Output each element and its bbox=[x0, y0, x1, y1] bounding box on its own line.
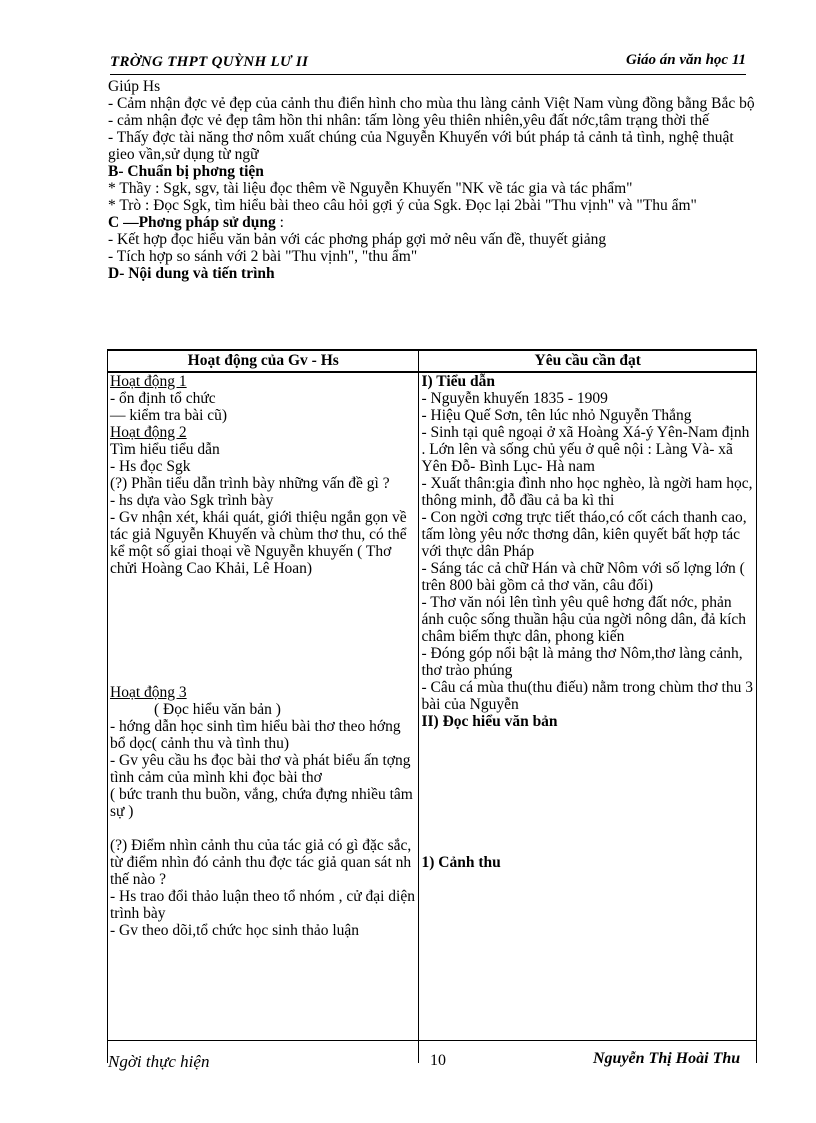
requirement-line: - Nguyễn khuyến 1835 - 1909 bbox=[421, 390, 608, 407]
activity-line: Tìm hiểu tiểu dẫn bbox=[110, 441, 220, 458]
school-name: TRỜNG THPT QUỲNH LƯ II bbox=[110, 54, 309, 70]
activity-line: ( bức tranh thu buồn, vắng, chứa đựng nhiều tâm sự ) bbox=[110, 786, 413, 820]
activity-line: - Gv theo dõi,tổ chức học sinh thảo luận bbox=[110, 922, 360, 939]
section-c-heading-suffix: : bbox=[275, 214, 284, 231]
activity-line: - Gv yêu cầu hs đọc bài thơ và phát biểu ấn tợng tình cảm của mình khi đọc bài thơ bbox=[110, 752, 411, 786]
requirement-line: - Thơ văn nói lên tình yêu quê hơng đất nớc, phản ánh cuộc sống thuần hậu của ngời nông dân, đả kích châm biếm thực dân, phong kiến bbox=[421, 594, 747, 645]
intro-line: Giúp Hs bbox=[108, 78, 161, 95]
activity-line: — kiểm tra bài cũ) bbox=[110, 407, 228, 424]
activity-line: - Hs đọc Sgk bbox=[110, 458, 191, 475]
section-heading-tieu-dan: I) Tiểu dẫn bbox=[421, 373, 495, 390]
section-c-item: - Kết hợp đọc hiểu văn bản với các phơng pháp gợi mở nêu vấn đề, thuyết giảng bbox=[108, 231, 607, 248]
activity-3-subtitle: ( Đọc hiểu văn bản ) bbox=[154, 701, 281, 718]
section-c-heading-line bbox=[108, 214, 763, 231]
requirement-line: - Con ngời cơng trực tiết tháo,có cốt cách thanh cao, tấm lòng yêu nớc thơng dân, kiên quyết bất hợp tác với thực dân Pháp bbox=[421, 509, 747, 560]
col-header-activities: Hoạt động của Gv - Hs bbox=[108, 350, 419, 372]
intro-block bbox=[108, 78, 763, 282]
activities-cell bbox=[108, 372, 419, 1063]
activity-2-title: Hoạt động 2 bbox=[110, 424, 187, 441]
requirement-line: - Câu cá mùa thu(thu điếu) nằm trong chùm thơ thu 3 bài của Nguyễn bbox=[421, 679, 753, 713]
section-heading-doc-hieu: II) Đọc hiểu văn bản bbox=[421, 713, 558, 730]
document-title: Giáo án văn học 11 bbox=[625, 52, 746, 68]
section-d-heading: D- Nội dung và tiến trình bbox=[108, 265, 275, 282]
footer-divider bbox=[107, 1040, 757, 1041]
requirement-line: - Hiệu Quế Sơn, tên lúc nhỏ Nguyễn Thắng bbox=[421, 407, 692, 424]
requirement-line: - Đóng góp nổi bật là mảng thơ Nôm,thơ làng cảnh, thơ trào phúng bbox=[421, 645, 743, 679]
activity-1-title: Hoạt động 1 bbox=[110, 373, 187, 390]
intro-line: - Thấy đợc tài năng thơ nôm xuất chúng của Nguyễn Khuyến với bút pháp tả cảnh tả tình, nghệ thuật gieo vần,sử dụng từ ngữ bbox=[108, 129, 734, 163]
section-heading-canh-thu: 1) Cảnh thu bbox=[421, 854, 501, 871]
activity-line: - hớng dẫn học sinh tìm hiểu bài thơ theo hớng bổ dọc( cảnh thu và tình thu) bbox=[110, 718, 401, 752]
requirements-cell bbox=[419, 372, 757, 1063]
activity-line: (?) Điểm nhìn cảnh thu của tác giả có gì đặc sắc, từ điểm nhìn đó cảnh thu đợc tác giả quan sát nh thế nào ? bbox=[110, 837, 412, 888]
requirement-line: - Xuất thân:gia đình nho học nghèo, là ngời ham học, thông minh, đỗ đầu cả ba kì thi bbox=[421, 475, 753, 509]
requirement-line: - Sinh tại quê ngoại ở xã Hoàng Xá-ý Yên-Nam định . Lớn lên và sống chủ yếu ở quê nội : Làng Và- xã Yên Đỗ- Bình Lục- Hà nam bbox=[421, 424, 750, 475]
section-c-item: - Tích hợp so sánh với 2 bài "Thu vịnh", "thu ẩm" bbox=[108, 248, 418, 265]
lesson-table bbox=[107, 349, 757, 1063]
activity-line: - ổn định tổ chức bbox=[110, 390, 216, 407]
page-header bbox=[110, 52, 746, 75]
section-b-item: * Trò : Đọc Sgk, tìm hiểu bài theo câu hỏi gợi ý của Sgk. Đọc lại 2bài "Thu vịnh" và "Thu ẩm" bbox=[108, 197, 697, 214]
activity-3-title: Hoạt động 3 bbox=[110, 684, 187, 701]
section-c-heading: C —Phơng pháp sử dụng bbox=[108, 214, 276, 231]
requirement-line: - Sáng tác cả chữ Hán và chữ Nôm với số lợng lớn ( trên 800 bài gồm cả thơ văn, câu đối) bbox=[421, 560, 745, 594]
section-b-heading: B- Chuẩn bị phơng tiện bbox=[108, 163, 264, 180]
section-b-item: * Thầy : Sgk, sgv, tài liệu đọc thêm về Nguyễn Khuyến "NK về tác gia và tác phẩm" bbox=[108, 180, 633, 197]
activity-line: - Gv nhận xét, khái quát, giới thiệu ngắn gọn về tác giả Nguyễn Khuyến và chùm thơ thu, có thể kể một số giai thoại về Nguyễn khuyến ( Thơ chửi Hoàng Cao Khải, Lê Hoan) bbox=[110, 509, 407, 577]
footer-author-name: Nguyễn Thị Hoài Thu bbox=[593, 1050, 741, 1067]
intro-line: - Cảm nhận đợc vẻ đẹp của cảnh thu điển hình cho mùa thu làng cảnh Việt Nam vùng đồng bằng Bắc bộ bbox=[108, 95, 755, 112]
page-number: 10 bbox=[430, 1052, 446, 1069]
footer-author-label: Ngời thực hiện bbox=[108, 1052, 210, 1071]
table-row bbox=[108, 372, 757, 1063]
activity-line: - hs dựa vào Sgk trình bày bbox=[110, 492, 274, 509]
activity-line: - Hs trao đổi thảo luận theo tổ nhóm , cử đại diện trình bày bbox=[110, 888, 415, 922]
table-header-row bbox=[108, 350, 757, 372]
col-header-requirements: Yêu cầu cần đạt bbox=[419, 350, 757, 372]
activity-line: (?) Phần tiểu dẫn trình bày những vấn đề gì ? bbox=[110, 475, 390, 492]
intro-line: - cảm nhận đợc vẻ đẹp tâm hồn thi nhân: tấm lòng yêu thiên nhiên,yêu đất nớc,tâm trạng thời thế bbox=[108, 112, 709, 129]
